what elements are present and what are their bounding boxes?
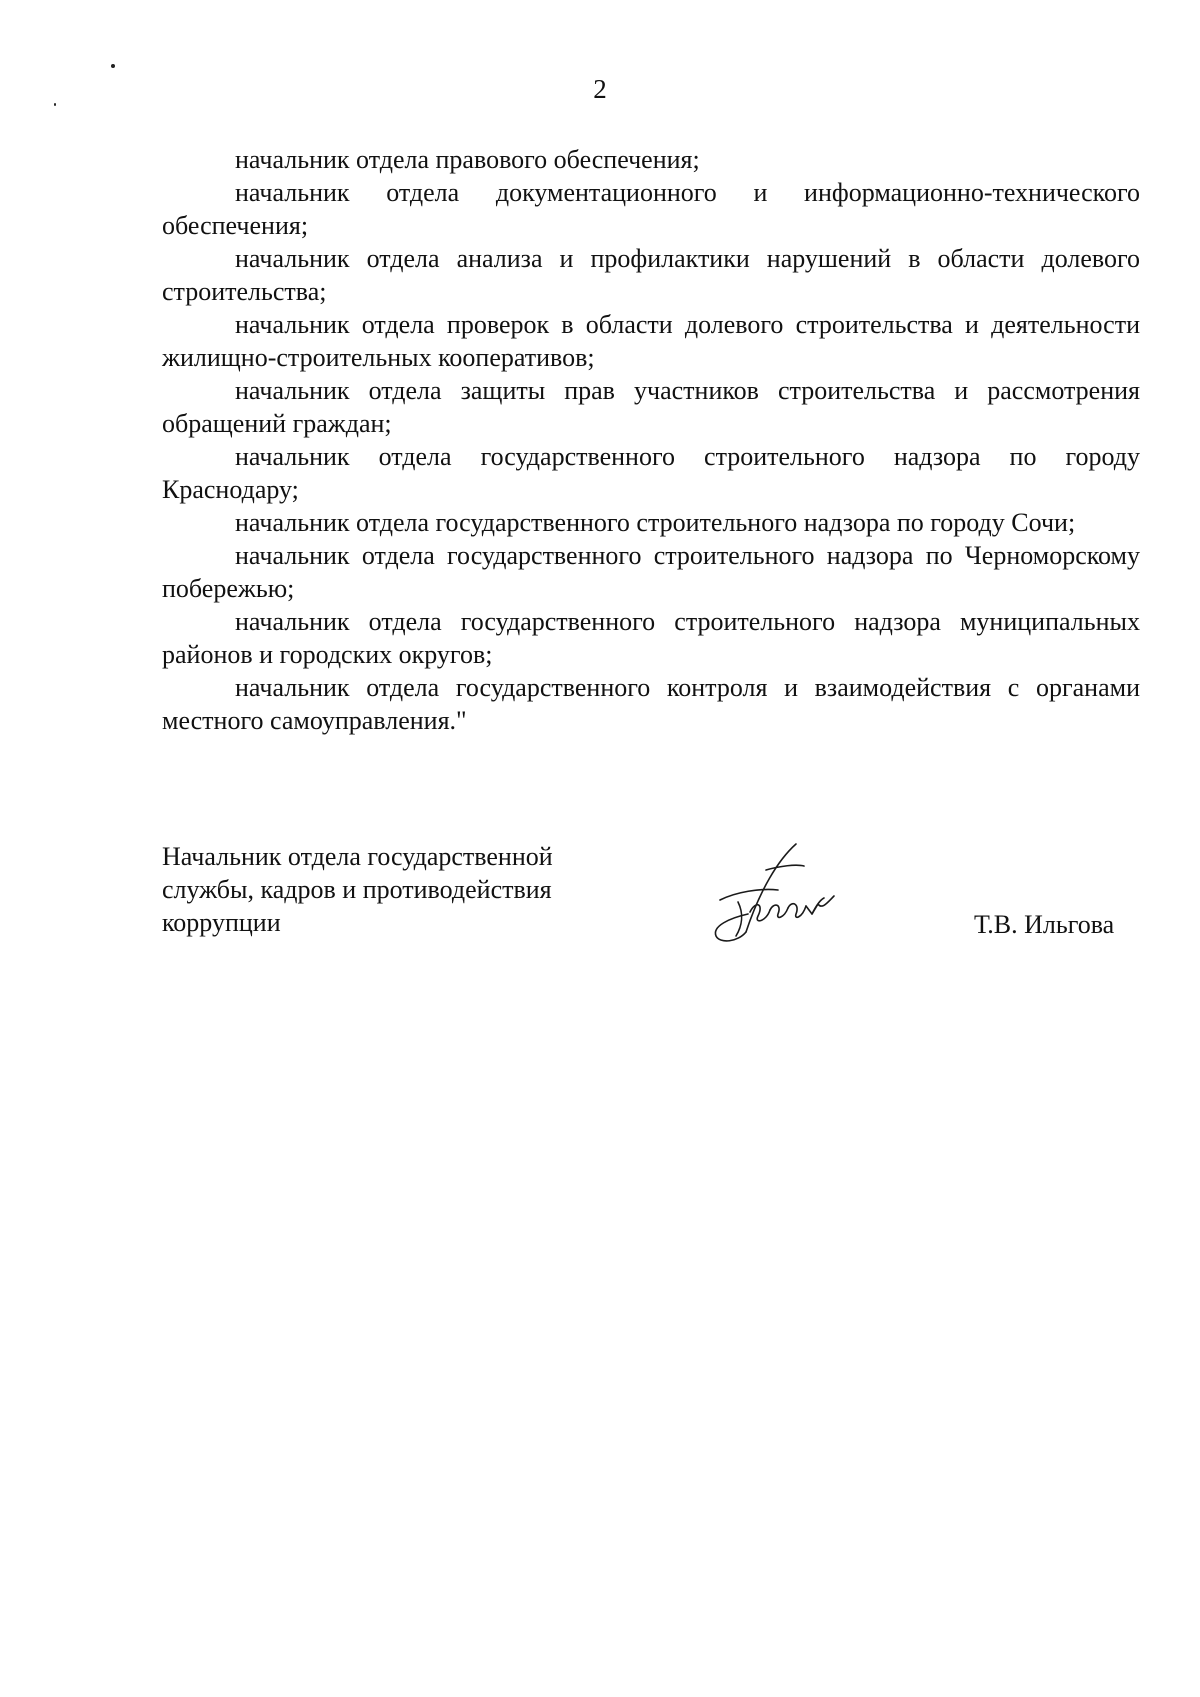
list-item: начальник отдела анализа и профилактики нарушений в области долевого строительства; — [162, 244, 1140, 306]
list-item: начальник отдела проверок в области долевого строительства и деятельности жилищно-строительных кооперативов; — [162, 310, 1140, 372]
list-item: начальник отдела государственного строительного надзора муниципальных районов и городских округов; — [162, 607, 1140, 669]
list-item: начальник отдела государственного строительного надзора по Черноморскому побережью; — [162, 541, 1140, 603]
list-item: начальник отдела правового обеспечения; — [235, 145, 700, 174]
document-body — [162, 143, 1140, 737]
signer-position — [162, 840, 602, 939]
signer-position-line: коррупции — [162, 908, 281, 937]
signer-position-line: службы, кадров и противодействия — [162, 875, 552, 904]
list-item: начальник отдела государственного контроля и взаимодействия с органами местного самоуправления." — [162, 673, 1140, 735]
list-item: начальник отдела государственного строительного надзора по городу Сочи; — [235, 508, 1076, 537]
signer-position-line: Начальник отдела государственной — [162, 842, 553, 871]
handwritten-signature — [708, 840, 858, 950]
signer-name: Т.В. Ильгова — [974, 910, 1115, 939]
scan-speck — [111, 64, 115, 68]
page-number: 2 — [593, 74, 607, 104]
list-item: начальник отдела государственного строительного надзора по городу Краснодару; — [162, 442, 1140, 504]
list-item: начальник отдела защиты прав участников строительства и рассмотрения обращений граждан; — [162, 376, 1140, 438]
list-item: начальник отдела документационного и информационно-технического обеспечения; — [162, 178, 1140, 240]
